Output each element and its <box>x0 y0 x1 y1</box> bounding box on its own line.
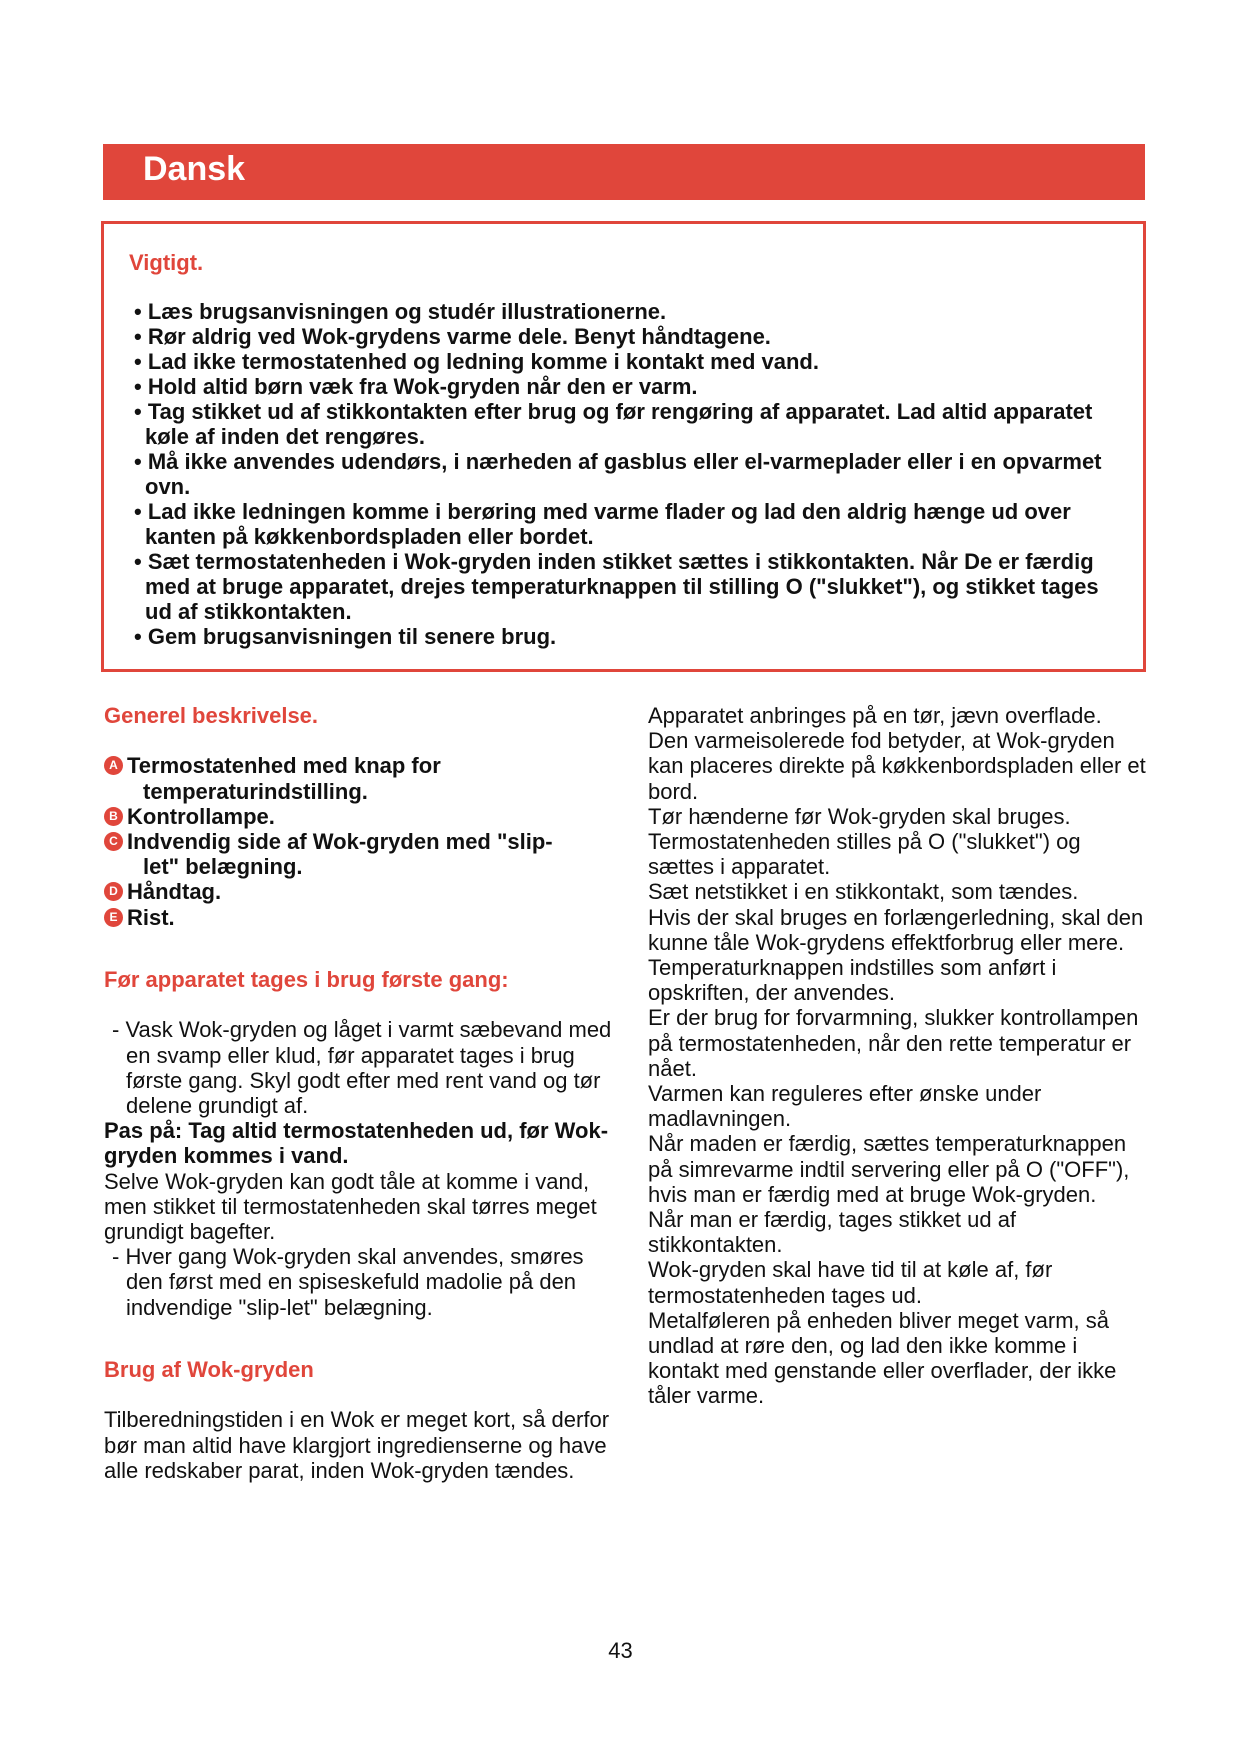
instruction-paragraph: Tør hænderne før Wok-gryden skal bruges. <box>648 803 1071 829</box>
instruction-paragraph: Hvis der skal bruges en forlængerledning, skal den kunne tåle Wok-grydens effektforbrug eller mere. <box>648 904 1144 955</box>
important-item: • Læs brugsanvisningen og studér illustrationerne. <box>127 299 1127 324</box>
language-title: Dansk <box>143 150 246 188</box>
important-item: • Hold altid børn væk fra Wok-gryden når den er varm. <box>127 374 1127 399</box>
first-use-step: - Vask Wok-gryden og låget i varmt sæbevand med en svamp eller klud, før apparatet tages i brug første gang. Skyl godt efter med rent vand og tør delene grundigt af. <box>112 1017 612 1118</box>
instruction-paragraph: Sæt netstikket i en stikkontakt, som tændes. <box>648 879 1079 905</box>
part-label-cont: let" belægning. <box>143 854 303 880</box>
instruction-paragraph: Når maden er færdig, sættes temperaturknappen på simrevarme indtil servering eller på O ("OFF"), hvis man er færdig med at bruge Wok-gryden. <box>648 1131 1130 1207</box>
part-item <box>104 804 624 829</box>
parts-list <box>104 753 624 929</box>
instruction-paragraph: Metalføleren på enheden bliver meget varm, så undlad at røre den, og lad den ikke komme i kontakt med genstande eller overflader, der ikke tåler varme. <box>648 1307 1117 1409</box>
part-badge-icon: C <box>104 832 123 851</box>
part-item <box>104 879 624 904</box>
important-list <box>127 299 1127 649</box>
important-item: • Gem brugsanvisningen til senere brug. <box>127 624 1127 649</box>
part-label: Rist. <box>127 904 175 930</box>
part-badge-icon: B <box>104 807 123 826</box>
caution-text: Pas på: Tag altid termostatenheden ud, før Wok-gryden kommes i vand. <box>104 1118 609 1169</box>
important-item: • Sæt termostatenheden i Wok-gryden inden stikket sættes i stikkontakten. Når De er færdig med at bruge apparatet, drejes temperaturknappen til stilling O ("slukket"), og stikket tages ud af stikkontakten. <box>127 549 1127 624</box>
page-number: 43 <box>608 1638 633 1663</box>
instruction-paragraph: Når man er færdig, tages stikket ud af stikkontakten. <box>648 1207 1017 1258</box>
instruction-paragraph: Apparatet anbringes på en tør, jævn overflade. Den varmeisolerede fod betyder, at Wok-gryden kan placeres direkte på køkkenbordspladen eller et bord. <box>648 703 1146 804</box>
instruction-paragraph: Er der brug for forvarmning, slukker kontrollampen på termostatenheden, når den rette temperatur er nået. <box>648 1005 1139 1081</box>
general-heading: Generel beskrivelse. <box>104 703 319 728</box>
part-label-cont: temperaturindstilling. <box>143 778 368 804</box>
important-item: • Rør aldrig ved Wok-grydens varme dele. Benyt håndtagene. <box>127 324 1127 349</box>
part-badge-icon: A <box>104 756 123 775</box>
important-item: • Må ikke anvendes udendørs, i nærheden af gasblus eller el-varmeplader eller i en opvarmet ovn. <box>127 449 1127 499</box>
instruction-paragraph: Termostatenheden stilles på O ("slukket") og sættes i apparatet. <box>648 829 1081 880</box>
part-label: Håndtag. <box>127 879 222 905</box>
instruction-paragraph: Wok-gryden skal have tid til at køle af, før termostatenheden tages ud. <box>648 1257 1053 1308</box>
important-item: • Lad ikke termostatenhed og ledning komme i kontakt med vand. <box>127 349 1127 374</box>
part-badge-icon: D <box>104 882 123 901</box>
instruction-paragraph: Varmen kan reguleres efter ønske under madlavningen. <box>648 1081 1042 1132</box>
language-header <box>103 144 1145 200</box>
part-label: Kontrollampe. <box>127 803 275 829</box>
part-item <box>104 829 624 879</box>
instruction-paragraph: Temperaturknappen indstilles som anført i opskriften, der anvendes. <box>648 955 1057 1006</box>
important-title: Vigtigt. <box>129 250 204 275</box>
first-use-step: - Hver gang Wok-gryden skal anvendes, smøres den først med en spiseskefuld madolie på den indvendige "slip-let" belægning. <box>112 1244 584 1320</box>
part-badge-icon: E <box>104 908 123 927</box>
part-label: Indvendig side af Wok-gryden med "slip- <box>127 829 553 854</box>
part-item <box>104 753 624 803</box>
important-item: • Lad ikke ledningen komme i berøring med varme flader og lad den aldrig hænge ud over kanten på køkkenbordspladen eller bordet. <box>127 499 1127 549</box>
usage-heading: Brug af Wok-gryden <box>104 1357 314 1383</box>
part-label: Termostatenhed med knap for <box>127 753 441 779</box>
first-use-note: Selve Wok-gryden kan godt tåle at komme i vand, men stikket til termostatenheden skal tørres meget grundigt bagefter. <box>104 1168 597 1245</box>
important-item: • Tag stikket ud af stikkontakten efter brug og før rengøring af apparatet. Lad altid apparatet køle af inden det rengøres. <box>127 399 1127 449</box>
left-column <box>104 703 624 1483</box>
part-item <box>104 905 624 930</box>
usage-text: Tilberedningstiden i en Wok er meget kort, så derfor bør man altid have klargjort ingredienserne og have alle redskaber parat, inden Wok-gryden tændes. <box>104 1407 610 1483</box>
first-use-heading: Før apparatet tages i brug første gang: <box>104 967 509 992</box>
right-column <box>648 703 1148 1409</box>
